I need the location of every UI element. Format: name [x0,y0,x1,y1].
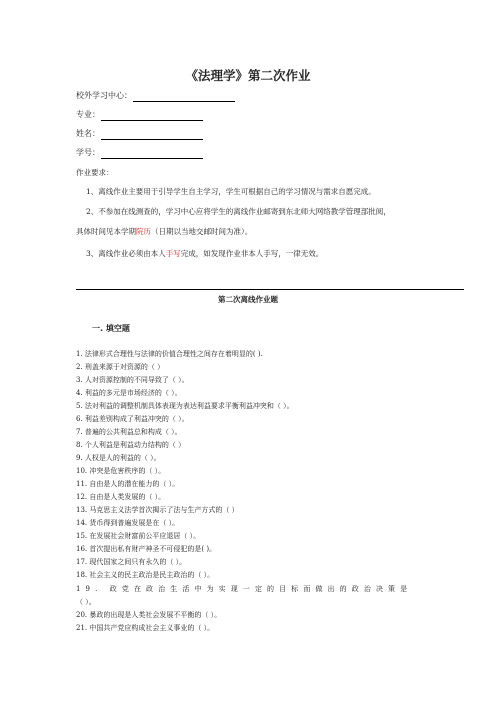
requirements-heading: 作业要求： [76,168,114,177]
question-item: 3. 人对资源控制的不同导致了（ ）。 [76,376,189,384]
requirement-item-2: 2、不参加在线测查的，学习中心应将学生的离线作业邮寄到东北师大网络教学管理部批阅， [86,207,391,216]
blank-line [101,130,203,140]
question-item: 11. 自由是人的潜在能力的（ ）。 [76,480,180,488]
section-heading: 一. 填空题 [92,324,130,333]
question-item: 13. 马克思主义法学首次揭示了法与生产方式的（ ） [76,506,239,514]
question-item: 8. 个人利益是利益动力结构的（ ） [76,441,186,449]
field-major [76,109,203,121]
requirement-text: 具体时间见本学期 [76,227,136,236]
requirement-text: 3、离线作业必须由本人 [86,249,166,258]
question-item: 7. 普遍的公共利益总和构成（ ）。 [76,428,182,436]
requirement-text: 完成，如发现作业非本人手写，一律无效。 [180,249,324,258]
question-item: 2. 刑盖来源于对资源的（ ） [76,363,165,371]
field-label: 专业： [76,110,100,119]
question-item: 17. 现代国家之间只有永久的（ ）。 [76,558,187,566]
section-subtitle: 第二次离线作业题 [218,295,278,304]
question-item-cont: （ ）。 [76,598,96,606]
question-item: 14. 货币得到普遍发展是在（ ）。 [76,519,180,527]
question-item: 15. 在发展社会财富前公平应退居（ ）。 [76,532,201,540]
question-item: 4. 利益的多元是市场经济的（ ）。 [76,389,182,397]
blank-line [133,92,235,102]
question-item: 19. 政党在政治生活中为实现一定的目标而做出的政治决策是 [76,585,413,593]
requirement-item-1: 1、离线作业主要用于引导学生自主学习，学生可根据自己的学习情况与需求自愿完成。 [86,187,376,196]
question-item: 21. 中国共产党应构成社会主义事业的（ ）。 [76,624,215,632]
highlight-text: 院历 [136,227,151,236]
divider [76,289,464,290]
blank-line [101,149,203,159]
field-label: 学号： [76,148,100,157]
requirement-text: （日期以当地交邮时间为准）。 [151,227,253,236]
question-item: 20. 暴政的出现是人类社会发展不平衡的（ ）。 [76,611,222,619]
field-name [76,128,203,140]
question-item: 6. 利益差别构成了利益冲突的（ ）。 [76,415,189,423]
question-item: 16. 首次提出私有财产神圣不可侵犯的是( )。 [76,545,217,553]
question-item: 1. 法律形式合理性与法律的价值合理性之间存在着明显的( ). [76,350,263,358]
highlight-text: 手写 [165,249,181,258]
field-study-center [76,90,235,102]
field-label: 姓名： [76,129,100,138]
question-item: 5. 法对利益的调整机制具体表现为表达利益要求平衡利益冲突和（ ）。 [76,402,294,410]
requirement-item-3 [86,248,323,259]
page-title: 《法理学》第二次作业 [185,68,311,83]
blank-line [101,111,203,121]
question-item: 18. 社会主义的民主政治是民主政治的（ ）。 [76,571,215,579]
question-item: 9. 人权是人的利益的（ ）。 [76,454,161,462]
requirement-item-2-cont [76,226,252,237]
field-label: 校外学习中心： [76,91,132,100]
question-item: 10. 冲突是危害秩序的（ ）。 [76,467,166,475]
field-student-id [76,147,203,159]
question-item: 12. 自由是人类发展的（ ）。 [76,493,166,501]
